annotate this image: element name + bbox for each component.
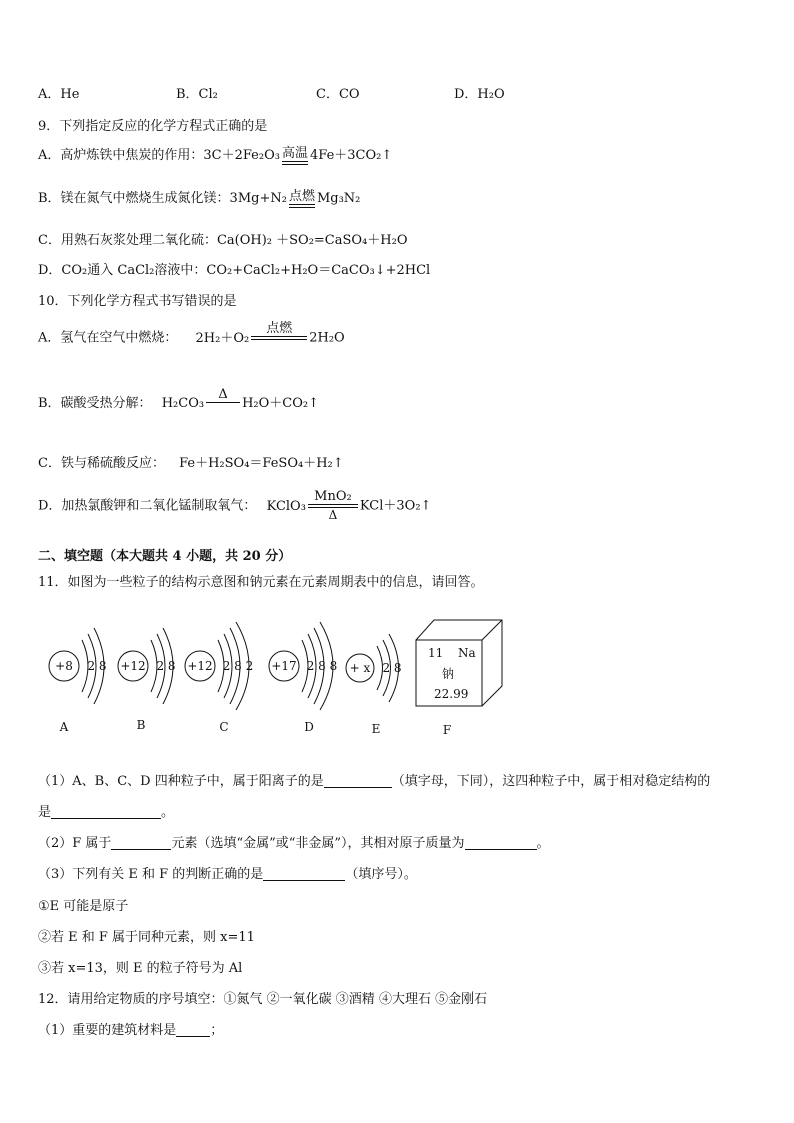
q8-option-a: A．He xyxy=(38,87,80,102)
condition-label: Δ xyxy=(218,387,228,402)
q9-a-text: A．高炉炼铁中焦炭的作用：3C＋2Fe₂O₃ xyxy=(38,148,280,163)
q9-b-condition xyxy=(289,190,315,208)
q8-option-d: D．H₂O xyxy=(454,87,505,102)
element-symbol: Na xyxy=(458,646,476,660)
q9-stem: 9．下列指定反应的化学方程式正确的是 xyxy=(38,119,268,134)
q10-option-b xyxy=(38,388,319,419)
q9-a-tail: 4Fe＋3CO₂↑ xyxy=(309,148,393,163)
atom-e-charge: + x xyxy=(349,661,371,675)
condition-label: 点燃 xyxy=(288,188,315,204)
atom-c-charge: +12 xyxy=(187,659,213,673)
q12-stem: 12．请用给定物质的序号填空：①氮气 ②一氧化碳 ③酒精 ④大理石 ⑤金刚石 xyxy=(38,992,488,1007)
section-heading: 二、填空题（本大题共 4 小题，共 20 分） xyxy=(38,549,292,564)
atom-d-electrons: 2 8 8 xyxy=(306,659,338,673)
q10-a-right: 2H₂O xyxy=(309,330,345,346)
q9-a-condition xyxy=(282,147,308,165)
element-name: 钠 xyxy=(442,667,455,681)
q11-p1-text2: （填字母，下同），这四种粒子中，属于相对稳定结构的 xyxy=(391,774,711,789)
q10-d-right: KCl＋3O₂↑ xyxy=(359,498,432,514)
atom-d-charge: +17 xyxy=(271,659,297,673)
q10-d-condition xyxy=(308,490,358,522)
q10-b-right: H₂O＋CO₂↑ xyxy=(242,396,319,411)
atom-a-electrons: 2 8 xyxy=(87,659,107,673)
condition-label: 高温 xyxy=(281,145,308,161)
q10-c-equation: Fe＋H₂SO₄＝FeSO₄＋H₂↑ xyxy=(179,456,344,471)
q10-option-c xyxy=(38,452,344,471)
q11-p3-text2: （填序号）。 xyxy=(345,867,417,882)
label-f: F xyxy=(442,723,452,737)
q8-option-b: B．Cl₂ xyxy=(176,87,218,102)
q11-part2 xyxy=(38,832,550,851)
q11-statement-1: ①E 可能是原子 xyxy=(38,899,129,914)
q11-p1-blank1[interactable] xyxy=(324,773,392,788)
q11-p2-text2: 元素（选填“金属”或“非金属”），其相对原子质量为 xyxy=(171,836,465,851)
q11-p1-blank2[interactable] xyxy=(51,804,161,819)
atom-b-electrons: 2 8 xyxy=(156,659,176,673)
q10-c-text: C．铁与稀硫酸反应： xyxy=(38,456,165,471)
q9-option-d: D．CO₂通入 CaCl₂溶液中：CO₂+CaCl₂+H₂O＝CaCO₃↓+2HCl xyxy=(38,263,431,278)
q11-p3-blank[interactable] xyxy=(263,866,345,881)
label-b: B xyxy=(136,718,146,732)
q8-option-c: C．CO xyxy=(316,87,360,102)
equal-sign xyxy=(289,204,315,208)
catalyst-label: MnO₂ xyxy=(314,489,352,504)
q10-d-left: KClO₃ xyxy=(266,498,306,514)
element-number: 11 xyxy=(428,646,444,660)
q11-p2-blank1[interactable] xyxy=(111,835,171,850)
q11-p1-text3: 是 xyxy=(38,805,52,820)
label-c: C xyxy=(219,720,229,734)
q9-option-a xyxy=(38,144,392,165)
q11-p1-text4: 。 xyxy=(161,805,175,820)
q11-part1-line2 xyxy=(38,801,174,820)
q11-p2-text3: 。 xyxy=(536,836,550,851)
q10-b-text: B．碳酸受热分解： xyxy=(38,396,152,411)
q9-b-tail: Mg₃N₂ xyxy=(316,191,361,206)
q11-p1-text: （1）A、B、C、D 四种粒子中，属于阳离子的是 xyxy=(38,774,324,789)
q10-option-d xyxy=(38,490,431,522)
label-e: E xyxy=(371,722,381,736)
condition-label: 点燃 xyxy=(266,321,293,336)
q9-b-text: B．镁在氮气中燃烧生成氮化镁：3Mg+N₂ xyxy=(38,191,287,206)
q11-statement-3: ③若 x=13，则 E 的粒子符号为 Al xyxy=(38,961,243,976)
q10-d-text: D．加热氯酸钾和二氧化锰制取氧气： xyxy=(38,498,257,514)
q10-a-condition xyxy=(251,322,307,354)
q11-statement-2: ②若 E 和 F 属于同种元素，则 x=11 xyxy=(38,930,255,945)
q11-p2-blank2[interactable] xyxy=(465,835,537,850)
q10-a-text: A．氢气在空气中燃烧： xyxy=(38,330,178,346)
q12-p1-text2: ； xyxy=(210,1023,224,1038)
element-mass: 22.99 xyxy=(434,687,469,701)
label-a: A xyxy=(59,720,69,734)
atom-e-electrons: 2 8 xyxy=(382,661,402,675)
q12-p1-blank[interactable] xyxy=(176,1022,210,1037)
q12-part1 xyxy=(38,1019,223,1038)
q10-b-left: H₂CO₃ xyxy=(161,396,205,411)
q10-option-a xyxy=(38,322,345,354)
q12-p1-text: （1）重要的建筑材料是 xyxy=(38,1023,177,1038)
q10-a-left: 2H₂＋O₂ xyxy=(195,330,250,346)
equal-sign xyxy=(282,161,308,165)
atom-structure-diagram xyxy=(0,610,794,740)
atom-b-charge: +12 xyxy=(120,659,146,673)
atom-a-charge: +8 xyxy=(55,659,73,673)
q11-part3 xyxy=(38,863,417,882)
q9-option-b xyxy=(38,187,360,208)
q11-p3-text: （3）下列有关 E 和 F 的判断正确的是 xyxy=(38,867,264,882)
q10-stem: 10．下列化学方程式书写错误的是 xyxy=(38,294,237,309)
q11-p2-text: （2）F 属于 xyxy=(38,836,112,851)
heat-label: Δ xyxy=(328,508,338,522)
q10-b-condition xyxy=(206,388,240,419)
q9-option-c: C．用熟石灰浆处理二氧化硫：Ca(OH)₂ ＋SO₂=CaSO₄＋H₂O xyxy=(38,233,408,248)
q11-part1-line1 xyxy=(38,770,710,789)
atom-c-electrons: 2 8 2 xyxy=(222,659,254,673)
q11-stem: 11．如图为一些粒子的结构示意图和钠元素在元素周期表中的信息，请回答。 xyxy=(38,575,484,590)
label-d: D xyxy=(304,720,314,734)
